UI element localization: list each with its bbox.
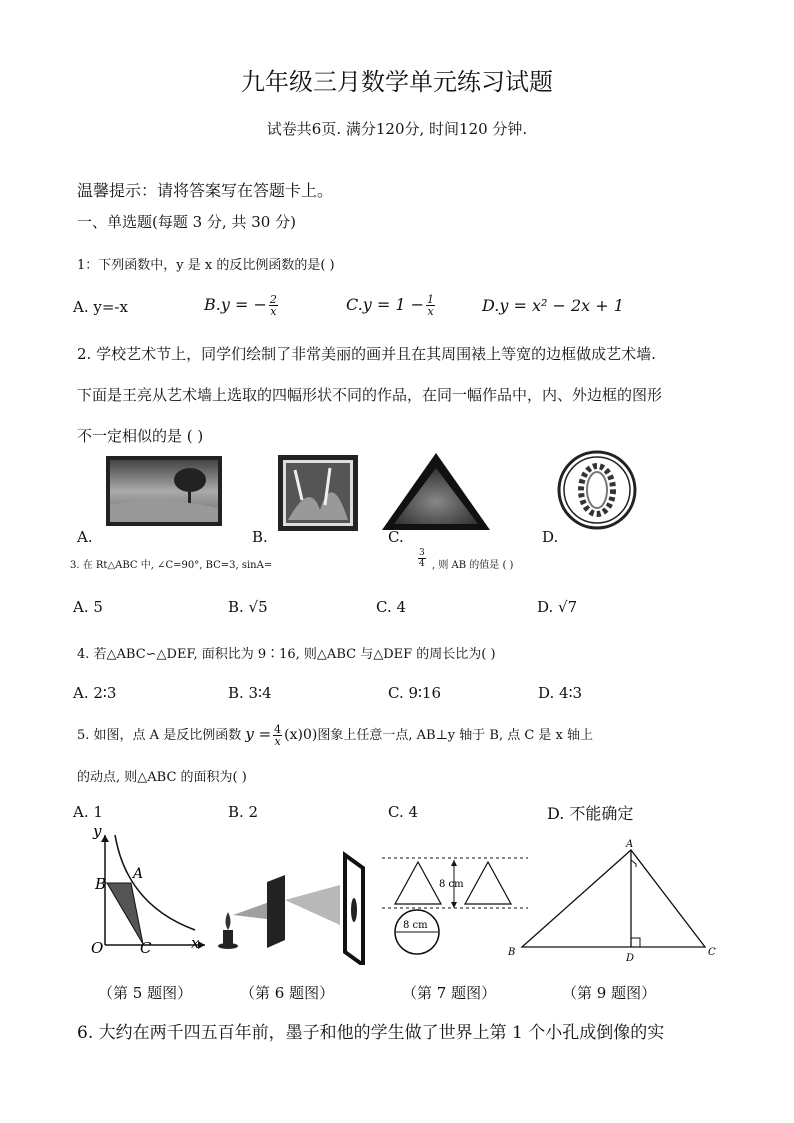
fig9-label-a: A — [626, 839, 634, 850]
q5-line1-post: 图象上任意一点, AB⊥y 轴于 B, 点 C 是 x 轴上 — [317, 728, 594, 743]
q1-option-b — [204, 294, 280, 317]
q2-label-a: A. — [77, 528, 93, 546]
fig9-label-c: C — [708, 947, 716, 958]
q1-option-b-text: B.y = − — [204, 295, 267, 314]
caption-fig6: （第 6 题图） — [240, 984, 335, 1002]
q4-option-d: D. 4∶3 — [538, 684, 583, 702]
q5-func-num: 4 — [274, 723, 282, 736]
q3-frac-num: 3 — [419, 548, 425, 558]
figure-9 — [507, 839, 716, 964]
q3-stem-right: , 则 AB 的值是 ( ) — [432, 560, 514, 571]
q6-line1: 6. 大约在两千四五百年前，墨子和他的学生做了世界上第 1 个小孔成倒像的实 — [77, 1023, 665, 1043]
q2-line1: 2. 学校艺术节上，同学们绘制了非常美丽的画并且在其周围裱上等宽的边框做成艺术墙. — [77, 345, 656, 363]
fig7-label-h: 8 cm — [439, 879, 464, 890]
fig5-label-b: B — [95, 875, 107, 893]
fig5-label-x: x — [191, 934, 200, 952]
q3-stem-left: 3. 在 Rt△ABC 中, ∠C=90°, BC=3, sinA= — [70, 560, 273, 571]
picture-a-landscape — [106, 456, 222, 526]
q4-stem: 4. 若△ABC∽△DEF, 面积比为 9∶16, 则△ABC 与△DEF 的周长比为( ) — [77, 647, 496, 662]
q5-option-c: C. 4 — [388, 803, 419, 821]
q3-fraction — [418, 548, 426, 569]
fig5-label-y: y — [93, 822, 102, 840]
fig7-label-d: 8 cm — [403, 920, 428, 931]
caption-fig7: （第 7 题图） — [402, 984, 497, 1002]
exam-info: 试卷共6页. 满分120分, 时间120 分钟. — [266, 120, 528, 138]
q1-option-c — [346, 294, 437, 317]
fig9-label-b: B — [508, 947, 516, 958]
page-title: 九年级三月数学单元练习试题 — [241, 68, 553, 96]
fig5-label-c: C — [140, 939, 152, 957]
q5-option-d: D. 不能确定 — [547, 804, 634, 823]
q4-option-a: A. 2∶3 — [73, 684, 117, 702]
figure-5 — [91, 822, 205, 957]
picture-c-triangle — [382, 453, 490, 530]
q5-line2: 的动点, 则△ABC 的面积为( ) — [77, 770, 247, 785]
q1-c-num: 1 — [427, 293, 435, 306]
fig5-label-o: O — [91, 939, 104, 957]
caption-fig5: （第 5 题图） — [98, 984, 193, 1002]
picture-b-forest — [278, 455, 358, 531]
q2-pictures — [70, 450, 670, 550]
q3-option-d: D. √7 — [537, 598, 578, 616]
q2-label-b: B. — [252, 528, 268, 546]
section-heading: 一、单选题(每题 3 分, 共 30 分) — [77, 213, 296, 231]
q3-option-b: B. √5 — [228, 598, 268, 616]
q2-label-c: C. — [388, 528, 404, 546]
q2-line3: 不一定相似的是 ( ) — [77, 427, 204, 445]
q3-frac-den: 4 — [419, 559, 425, 569]
notice: 温馨提示：请将答案写在答题卡上。 — [77, 181, 334, 200]
q3-option-a: A. 5 — [73, 598, 103, 616]
q2-label-d: D. — [542, 528, 559, 546]
q5-line1 — [77, 724, 593, 747]
q4-option-b: B. 3∶4 — [228, 684, 272, 702]
q5-func-y: y = — [245, 725, 272, 743]
caption-fig9: （第 9 题图） — [562, 984, 657, 1002]
q1-b-num: 2 — [269, 293, 277, 306]
q1-stem: 1：下列函数中，y 是 x 的反比例函数的是( ) — [77, 258, 335, 273]
q3-option-c: C. 4 — [376, 598, 407, 616]
q1-b-den: x — [270, 305, 277, 318]
figure-7 — [382, 858, 528, 954]
fig5-label-a: A — [133, 866, 144, 882]
q5-line1-pre: 5. 如图，点 A 是反比例函数 — [77, 728, 242, 743]
q2-line2: 下面是王亮从艺术墙上选取的四幅形状不同的作品，在同一幅作品中，内、外边框的图形 — [77, 386, 663, 404]
q4-option-c: C. 9∶16 — [388, 684, 442, 702]
q1-option-d: D.y = x² − 2x + 1 — [482, 296, 624, 315]
figures-row — [85, 820, 735, 965]
figure-6 — [218, 855, 363, 965]
picture-d-circle — [559, 452, 635, 528]
q1-c-den: x — [427, 305, 434, 318]
q1-option-c-text: C.y = 1 − — [346, 295, 425, 314]
q1-option-a: A. y=-x — [73, 298, 128, 316]
fig9-label-d: D — [626, 953, 635, 964]
q5-option-a: A. 1 — [73, 803, 103, 821]
q5-func-den: x — [274, 735, 281, 748]
q5-option-b: B. 2 — [228, 803, 259, 821]
q5-func-tail: (x)0) — [284, 727, 318, 743]
